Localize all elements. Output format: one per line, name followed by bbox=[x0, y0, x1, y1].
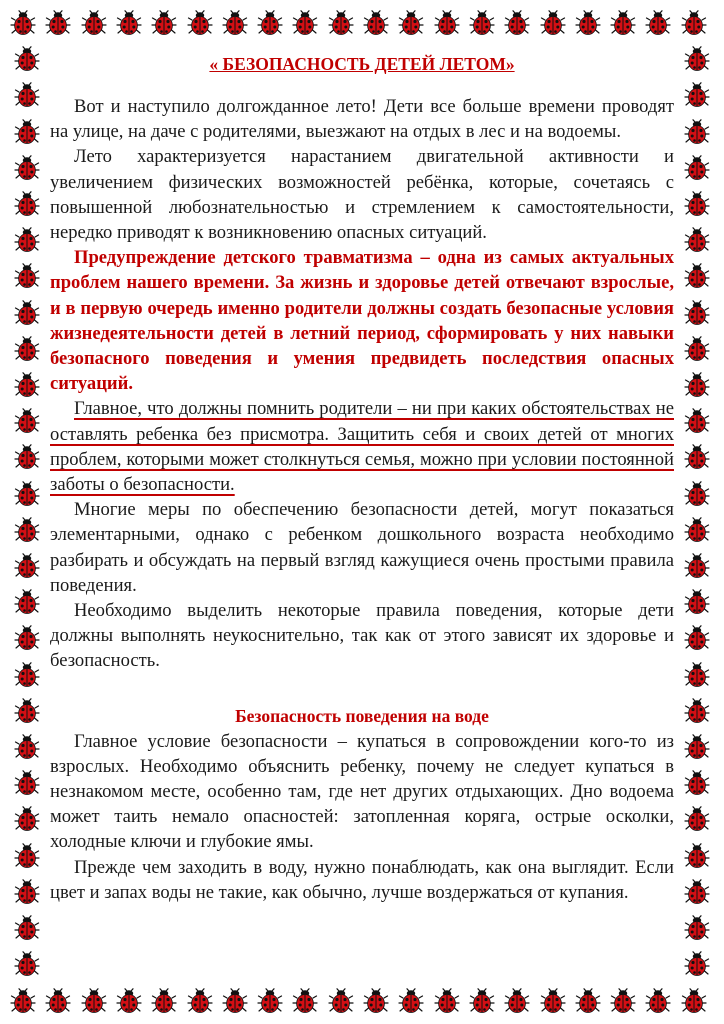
ladybug-icon bbox=[257, 988, 283, 1014]
ladybug-icon bbox=[14, 879, 40, 905]
ladybug-icon bbox=[14, 119, 40, 145]
ladybug-icon bbox=[684, 372, 710, 398]
ladybug-icon bbox=[684, 951, 710, 977]
ladybug-icon bbox=[684, 879, 710, 905]
ladybug-icon bbox=[684, 119, 710, 145]
ladybug-icon bbox=[363, 988, 389, 1014]
ladybug-icon bbox=[328, 988, 354, 1014]
ladybug-icon bbox=[398, 10, 424, 36]
ladybug-icon bbox=[684, 227, 710, 253]
ladybug-icon bbox=[684, 589, 710, 615]
ladybug-icon bbox=[14, 625, 40, 651]
ladybug-icon bbox=[14, 915, 40, 941]
ladybug-icon bbox=[45, 988, 71, 1014]
ladybug-icon bbox=[684, 155, 710, 181]
ladybug-icon bbox=[645, 10, 671, 36]
ladybug-icon bbox=[14, 806, 40, 832]
ladybug-icon bbox=[684, 336, 710, 362]
ladybug-icon bbox=[684, 82, 710, 108]
ladybug-icon bbox=[14, 589, 40, 615]
ladybug-icon bbox=[469, 988, 495, 1014]
ladybug-icon bbox=[328, 10, 354, 36]
ladybug-icon bbox=[14, 263, 40, 289]
ladybug-icon bbox=[684, 625, 710, 651]
ladybug-icon bbox=[469, 10, 495, 36]
ladybug-icon bbox=[681, 10, 707, 36]
ladybug-icon bbox=[14, 734, 40, 760]
ladybug-icon bbox=[684, 553, 710, 579]
ladybug-icon bbox=[684, 915, 710, 941]
ladybug-icon bbox=[187, 10, 213, 36]
ladybug-icon bbox=[14, 481, 40, 507]
ladybug-icon bbox=[540, 988, 566, 1014]
ladybug-icon bbox=[575, 10, 601, 36]
ladybug-icon bbox=[14, 372, 40, 398]
ladybug-icon bbox=[14, 444, 40, 470]
document-body bbox=[50, 52, 674, 905]
paragraph-measures: Многие меры по обеспечению безопасности детей, могут показаться элементарными, однако с ребенком дошкольного возраста необходимо разбирать и обсуждать на первый взгляд кажущиеся очень простыми правила поведения. bbox=[50, 499, 674, 596]
ladybug-icon bbox=[684, 806, 710, 832]
paragraph-main-rule: Главное, что должны помнить родители – ни при каких обстоятельствах не оставлять ребенка без присмотра. Защитить себя и своих детей от многих проблем, которыми может столкнуться семья, можно при условии постоянной заботы о безопасности. bbox=[50, 398, 674, 496]
ladybug-icon bbox=[14, 843, 40, 869]
ladybug-icon bbox=[14, 300, 40, 326]
ladybug-icon bbox=[684, 698, 710, 724]
ladybug-icon bbox=[116, 10, 142, 36]
paragraph-water-1: Главное условие безопасности – купаться в сопровождении кого-то из взрослых. Необходимо объяснить ребенку, почему не следует купаться в незнакомом месте, особенно там, где нет других отдыхающих. Дно водоема может таить немало опасностей: затопленная коряга, острые осколки, холодные ключи и глубокие ямы. bbox=[50, 730, 674, 853]
ladybug-icon bbox=[14, 553, 40, 579]
ladybug-icon bbox=[575, 988, 601, 1014]
paragraph-warning: Предупреждение детского травматизма – одна из самых актуальных проблем нашего времени. За жизнь и здоровье детей отвечают взрослые, и в первую очередь именно родители должны создать безопасные условия жизнедеятельности детей в летний период, сформировать у них навыки безопасного поведения и умения предвидеть последствия опасных ситуаций. bbox=[50, 247, 674, 395]
ladybug-icon bbox=[10, 10, 36, 36]
ladybug-icon bbox=[14, 336, 40, 362]
ladybug-icon bbox=[684, 770, 710, 796]
ladybug-icon bbox=[645, 988, 671, 1014]
ladybug-icon bbox=[684, 46, 710, 72]
ladybug-icon bbox=[151, 988, 177, 1014]
ladybug-icon bbox=[14, 82, 40, 108]
ladybug-icon bbox=[187, 988, 213, 1014]
ladybug-icon bbox=[14, 408, 40, 434]
paragraph-summer: Лето характеризуется нарастанием двигательной активности и увеличением физических возможностей ребёнка, которые, сочетаясь с повышенной любознательностью и стремлением к самостоятельности, нередко приводят к возникновению опасных ситуаций. bbox=[50, 146, 674, 244]
ladybug-icon bbox=[14, 46, 40, 72]
ladybug-icon bbox=[292, 10, 318, 36]
ladybug-icon bbox=[14, 662, 40, 688]
page-title: « БЕЗОПАСНОСТЬ ДЕТЕЙ ЛЕТОМ» bbox=[209, 54, 515, 74]
ladybug-icon bbox=[10, 988, 36, 1014]
ladybug-icon bbox=[292, 988, 318, 1014]
ladybug-icon bbox=[14, 517, 40, 543]
ladybug-icon bbox=[684, 263, 710, 289]
ladybug-icon bbox=[81, 10, 107, 36]
ladybug-icon bbox=[684, 300, 710, 326]
ladybug-icon bbox=[504, 988, 530, 1014]
ladybug-icon bbox=[684, 444, 710, 470]
ladybug-icon bbox=[681, 988, 707, 1014]
ladybug-icon bbox=[222, 988, 248, 1014]
ladybug-icon bbox=[45, 10, 71, 36]
ladybug-icon bbox=[610, 10, 636, 36]
ladybug-icon bbox=[684, 843, 710, 869]
ladybug-icon bbox=[684, 662, 710, 688]
paragraph-rules: Необходимо выделить некоторые правила поведения, которые дети должны выполнять неукоснительно, так как от этого зависят их здоровье и безопасность. bbox=[50, 600, 674, 672]
ladybug-icon bbox=[81, 988, 107, 1014]
ladybug-icon bbox=[116, 988, 142, 1014]
ladybug-icon bbox=[684, 481, 710, 507]
ladybug-icon bbox=[14, 155, 40, 181]
ladybug-icon bbox=[151, 10, 177, 36]
ladybug-icon bbox=[14, 951, 40, 977]
ladybug-icon bbox=[504, 10, 530, 36]
ladybug-icon bbox=[434, 988, 460, 1014]
ladybug-icon bbox=[257, 10, 283, 36]
ladybug-icon bbox=[14, 698, 40, 724]
ladybug-icon bbox=[363, 10, 389, 36]
paragraph-water-2: Прежде чем заходить в воду, нужно понаблюдать, как она выглядит. Если цвет и запах воды не такие, как обычно, лучше воздержаться от купания. bbox=[50, 856, 674, 903]
ladybug-icon bbox=[540, 10, 566, 36]
ladybug-icon bbox=[684, 734, 710, 760]
ladybug-icon bbox=[434, 10, 460, 36]
ladybug-icon bbox=[14, 191, 40, 217]
section-heading-water: Безопасность поведения на воде bbox=[235, 705, 489, 726]
ladybug-icon bbox=[684, 517, 710, 543]
ladybug-icon bbox=[14, 227, 40, 253]
ladybug-icon bbox=[222, 10, 248, 36]
ladybug-icon bbox=[684, 408, 710, 434]
ladybug-icon bbox=[610, 988, 636, 1014]
ladybug-icon bbox=[684, 191, 710, 217]
ladybug-icon bbox=[14, 770, 40, 796]
ladybug-icon bbox=[398, 988, 424, 1014]
paragraph-intro: Вот и наступило долгожданное лето! Дети все больше времени проводят на улице, на даче с родителями, выезжают на отдых в лес и на водоемы. bbox=[50, 96, 674, 143]
